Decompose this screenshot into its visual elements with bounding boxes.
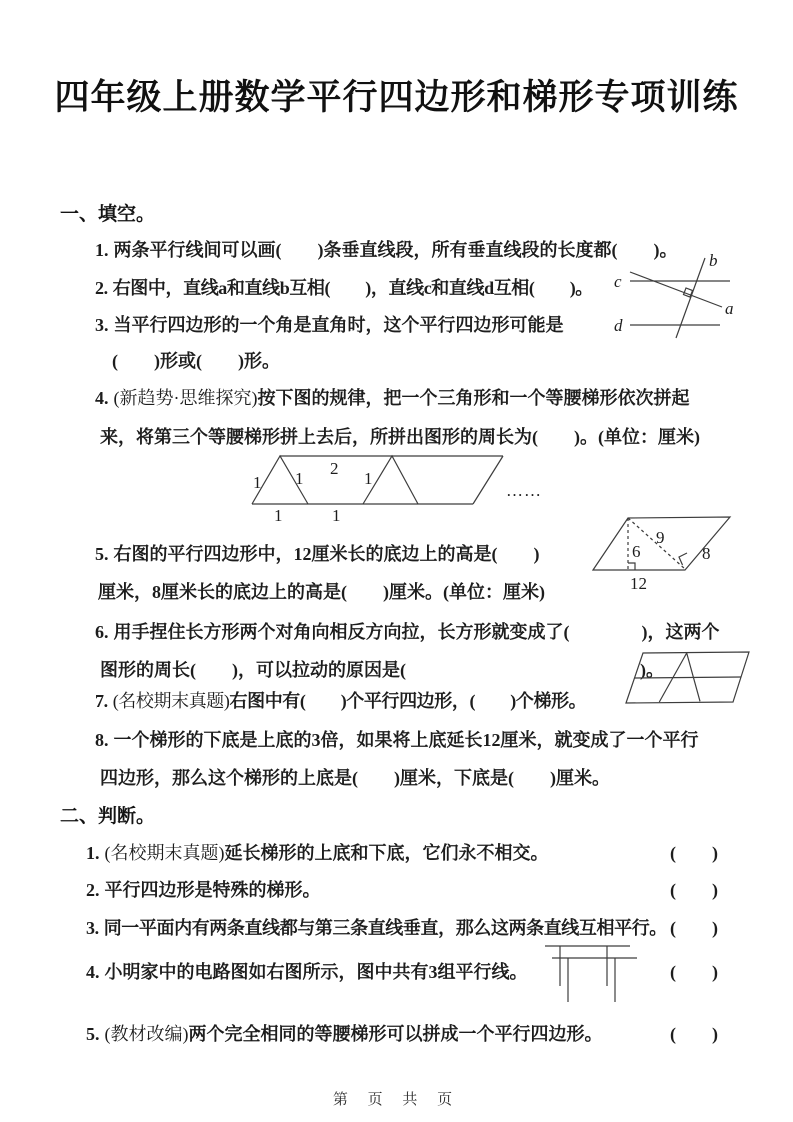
section-1-header: 一、填空。 [60, 204, 156, 225]
q-text: 当平行四边形的一个角是直角时，这个平行四边形可能是 [113, 315, 564, 335]
fill-q3-line1 [95, 311, 564, 337]
figure-parallel-perpendicular-lines [610, 250, 790, 342]
q-number: 2. [86, 880, 100, 900]
pattern-label: 1 [364, 469, 373, 488]
q-number: 1. [95, 240, 109, 260]
fill-q3-line2 [112, 347, 280, 373]
fill-q2 [95, 274, 593, 300]
side-label: 8 [702, 544, 711, 563]
fill-q7 [95, 687, 586, 713]
fill-q5-line2 [98, 578, 545, 604]
q-number: 5. [86, 1024, 100, 1044]
q-text: 延长梯形的上底和下底，它们永不相交。 [224, 843, 549, 863]
section-2-header: 二、判断。 [60, 806, 156, 827]
ellipsis-dots: …… [506, 481, 542, 500]
page-footer: 第 页 共 页 [332, 1092, 461, 1108]
pattern-label: 1 [332, 506, 341, 524]
fill-q5-line1 [95, 540, 540, 566]
q-number: 1. [86, 843, 100, 863]
judge-q1 [86, 839, 549, 865]
q-text: 来，将第三个等腰梯形拼上去后，所拼出图形的周长为( )。(单位：厘米) [100, 427, 700, 447]
fill-q8-line1 [95, 726, 699, 752]
q-text: 按下图的规律，把一个三角形和一个等腰梯形依次拼起 [257, 388, 690, 408]
line-label-d: d [614, 316, 623, 335]
q-text: 用手捏住长方形两个对角向相反方向拉，长方形就变成了( )，这两个 [113, 622, 720, 642]
pattern-label: 1 [253, 473, 262, 492]
q-text: 右图的平行四边形中，12厘米长的底边上的高是( ) [113, 544, 540, 564]
q-number: 3. [86, 918, 99, 938]
pattern-label: 1 [274, 506, 283, 524]
q-number: 3. [95, 315, 109, 335]
q-text: 右图中有( )个平行四边形，( )个梯形。 [229, 691, 587, 711]
line-label-a: a [725, 299, 734, 318]
judge-q2 [86, 876, 321, 902]
judge-q4 [86, 958, 528, 984]
page-title: 四年级上册数学平行四边形和梯形专项训练 [54, 78, 739, 117]
q-number: 6. [95, 622, 109, 642]
pattern-label: 2 [330, 459, 339, 478]
q-text: 一个梯形的下底是上底的3倍，如果将上底延长12厘米，就变成了一个平行 [113, 730, 699, 750]
q-text: 两个完全相同的等腰梯形可以拼成一个平行四边形。 [188, 1024, 603, 1044]
q-text: 同一平面内有两条直线都与第三条直线垂直，那么这两条直线互相平行。 [103, 918, 667, 938]
q-text: ( )形或( )形。 [112, 351, 280, 371]
fill-q8-line2 [100, 764, 610, 790]
answer-blank: ( ) [670, 918, 718, 938]
q-text: 右图中，直线a和直线b互相( )，直线c和直线d互相( )。 [112, 278, 593, 298]
q-text: 小明家中的电路图如右图所示，图中共有3组平行线。 [104, 962, 528, 982]
q-number: 8. [95, 730, 109, 750]
figure-circuit-diagram [540, 930, 672, 1018]
q-text: 两条平行线间可以画( )条垂直线段，所有垂直线段的长度都( )。 [113, 240, 678, 260]
judge-q5 [86, 1020, 603, 1046]
fill-q4-line2 [100, 423, 700, 449]
q-text: 厘米，8厘米长的底边上的高是( )厘米。(单位：厘米) [98, 582, 545, 602]
fill-q1 [95, 236, 677, 262]
fill-q4-line1 [95, 384, 689, 410]
line-label-c: c [614, 272, 622, 291]
q-source-tag: (新趋势·思维探究) [113, 388, 258, 408]
q-number: 4. [86, 962, 100, 982]
figure-parallelogram-heights [588, 503, 788, 595]
q-source-tag: (教材改编) [104, 1024, 189, 1044]
pattern-label: 1 [295, 469, 304, 488]
q-source-tag: (名校期末真题) [104, 843, 225, 863]
q-source-tag: (名校期末真题) [112, 691, 230, 711]
q-number: 5. [95, 544, 109, 564]
q-number: 4. [95, 388, 109, 408]
answer-blank: ( ) [670, 1024, 718, 1044]
fill-q6-line1 [95, 618, 720, 644]
q-number: 2. [95, 278, 108, 298]
height-label: 6 [632, 542, 641, 561]
answer-blank: ( ) [670, 962, 718, 982]
answer-blank: ( ) [670, 843, 718, 863]
figure-parallelogram-grid [618, 646, 776, 726]
figure-triangle-trapezoid-pattern [248, 448, 548, 524]
height-label: 9 [656, 528, 665, 547]
answer-blank: ( ) [670, 880, 718, 900]
line-label-b: b [709, 251, 718, 270]
fill-q6-line2 [100, 656, 664, 682]
q-text: 四边形，那么这个梯形的上底是( )厘米，下底是( )厘米。 [100, 768, 610, 788]
q-text: 图形的周长( )，可以拉动的原因是( )。 [100, 660, 664, 680]
base-label: 12 [630, 574, 647, 593]
q-number: 7. [95, 691, 108, 711]
q-text: 平行四边形是特殊的梯形。 [104, 880, 321, 900]
